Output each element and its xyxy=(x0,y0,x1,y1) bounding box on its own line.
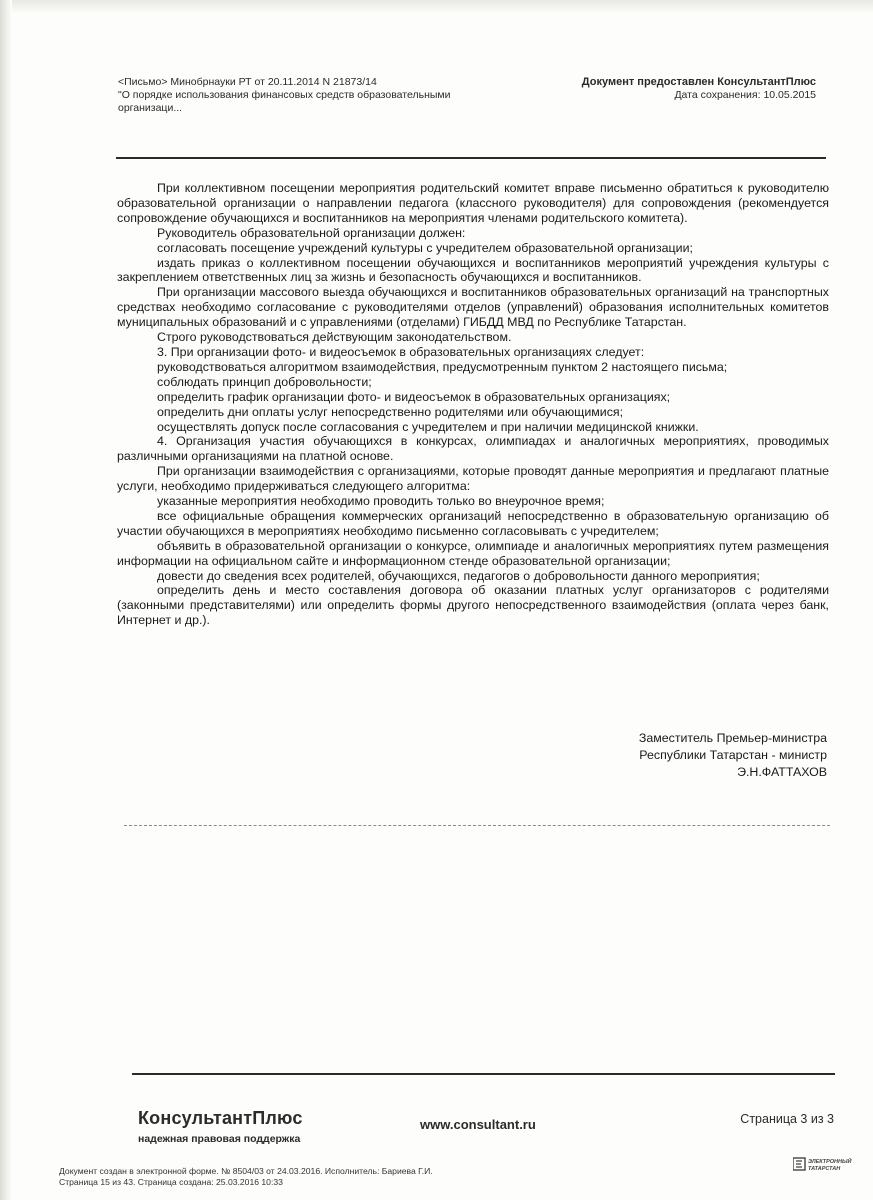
header-left-line-1: <Письмо> Минобрнауки РТ от 20.11.2014 N 21873/14 xyxy=(118,76,377,88)
header-provider: Документ предоставлен КонсультантПлюс xyxy=(581,76,816,88)
consultant-tagline: надежная правовая поддержка xyxy=(138,1133,301,1145)
end-of-document-divider xyxy=(124,825,830,826)
body-paragraph: При организации взаимодействия с организациями, которые проводят данные мероприятия и предлагают платные услуги, необходимо придерживаться следующего алгоритма: xyxy=(117,464,829,494)
scan-edge-top xyxy=(0,0,873,14)
scan-edge-left xyxy=(0,0,12,1200)
stamp-logo-line-2: ТАТАРСТАН xyxy=(808,1166,841,1172)
stamp-logo-line-1: ЭЛЕКТРОННЫЙ xyxy=(808,1159,852,1165)
page-number: Страница 3 из 3 xyxy=(740,1112,834,1126)
body-paragraph: издать приказ о коллективном посещении обучающихся и воспитанников мероприятий учреждения культуры с закреплением ответственных лиц за жизнь и безопасность обучающихся и воспитанников. xyxy=(117,255,829,285)
body-paragraph: При организации массового выезда обучающихся и воспитанников образовательных организаций на транспортных средствах необходимо согласование с руководителями отделов (управлений) образования исполнительных комитетов муниципальных образований и с управлениями (отделами) ГИБДД МВД по Республике Татарстан. xyxy=(117,285,829,330)
footer-divider xyxy=(132,1073,835,1075)
header-save-date: Дата сохранения: 10.05.2015 xyxy=(674,89,816,101)
body-paragraph: все официальные обращения коммерческих организаций непосредственно в образовательную организацию об участии обучающихся в мероприятиях необходимо письменно согласовывать с учредителем; xyxy=(117,508,829,538)
consultant-logo: КонсультантПлюс xyxy=(138,1108,303,1128)
electronic-tatarstan-icon xyxy=(793,1156,863,1172)
header-provider-info xyxy=(516,76,816,102)
signature-name: Э.Н.ФАТТАХОВ xyxy=(737,765,827,779)
signature-block xyxy=(527,730,827,781)
electronic-tatarstan-logo xyxy=(793,1156,863,1172)
stamp-line-2: Страница 15 из 43. Страница создана: 25.03.2016 10:33 xyxy=(59,1177,283,1187)
consultant-url-link[interactable]: www.consultant.ru xyxy=(420,1117,536,1132)
body-paragraph: согласовать посещение учреждений культуры с учредителем образовательной организации; xyxy=(157,240,693,255)
header-left-line-3: организаци... xyxy=(118,102,183,114)
electronic-document-stamp xyxy=(59,1166,433,1188)
body-paragraph: Руководитель образовательной организации должен: xyxy=(157,225,466,240)
signature-title-2: Республики Татарстан - министр xyxy=(639,748,827,762)
body-paragraph: определить дни оплаты услуг непосредственно родителями или обучающимися; xyxy=(157,404,624,419)
document-body xyxy=(117,181,829,628)
body-paragraph: соблюдать принцип добровольности; xyxy=(157,374,372,389)
body-paragraph: 4. Организация участия обучающихся в конкурсах, олимпиадах и аналогичных мероприятиях, проводимых различными организациями на платной основе. xyxy=(117,434,829,464)
signature-title-1: Заместитель Премьер-министра xyxy=(638,731,827,745)
body-paragraph: При коллективном посещении мероприятия родительский комитет вправе письменно обратиться к руководителю образовательной организации о направлении педагога (классного руководителя) для сопровождения (рекомендуется сопровождение обучающихся и воспитанников на мероприятия членами родительского комитета). xyxy=(117,181,829,225)
body-paragraph: 3. При организации фото- и видеосъемок в образовательных организациях следует: xyxy=(157,344,645,359)
body-paragraph: указанные мероприятия необходимо проводить только во внеурочное время; xyxy=(157,494,605,509)
body-paragraph: довести до сведения всех родителей, обучающихся, педагогов о добровольности данного мероприятия; xyxy=(157,568,760,583)
body-paragraph: определить день и место составления договора об оказании платных услуг организаторов с родителями (законными представителями) или определить формы другого непосредственного взаимодействия (оплата через банк, Интернет и др.). xyxy=(117,583,829,628)
body-paragraph: объявить в образовательной организации о конкурсе, олимпиаде и аналогичных мероприятиях путем размещения информации на официальном сайте и информационном стенде образовательной организации; xyxy=(117,538,829,568)
header-document-source xyxy=(118,76,488,115)
stamp-line-1: Документ создан в электронной форме. № 8504/03 от 24.03.2016. Исполнитель: Бариева Г.И. xyxy=(59,1166,433,1176)
body-paragraph: руководствоваться алгоритмом взаимодействия, предусмотренным пунктом 2 настоящего письма; xyxy=(157,359,728,374)
body-paragraph: определить график организации фото- и видеосъемок в образовательных организациях; xyxy=(157,389,671,404)
body-paragraph: осуществлять допуск после согласования с учредителем и при наличии медицинской книжки. xyxy=(157,419,699,434)
body-paragraph: Строго руководствоваться действующим законодательством. xyxy=(157,330,512,345)
header-left-line-2: "О порядке использования финансовых средств образовательными xyxy=(118,89,451,101)
header-divider xyxy=(116,157,826,159)
